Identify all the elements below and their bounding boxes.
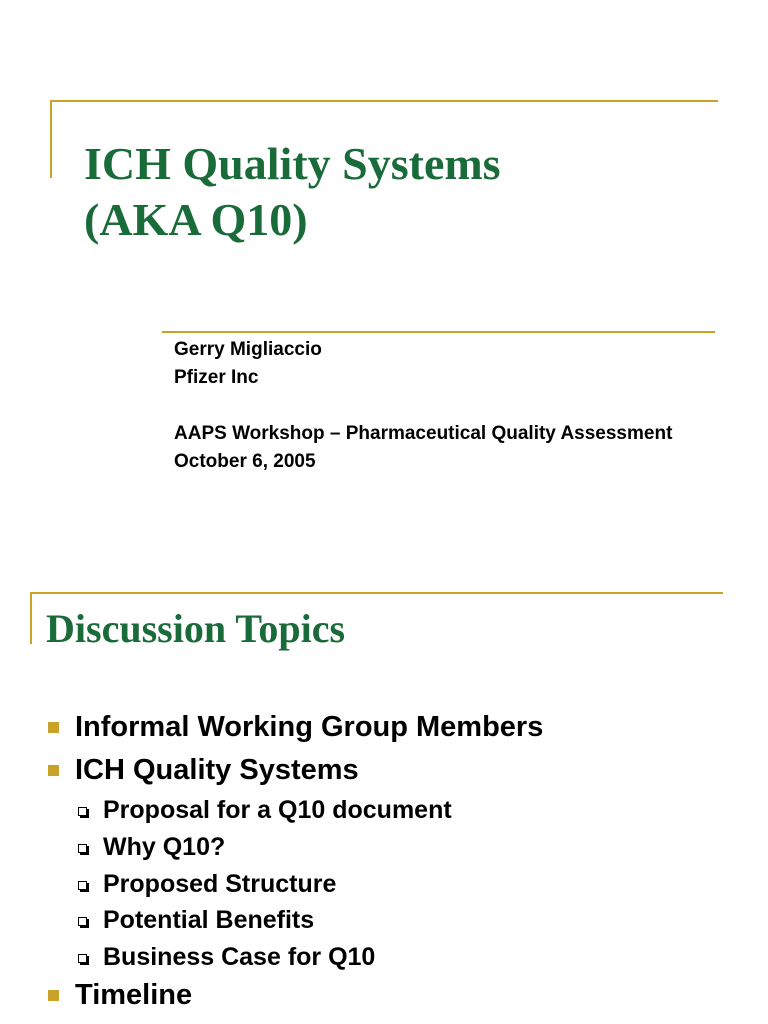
company-name: Pfizer Inc — [174, 367, 259, 388]
square-bullet-icon — [48, 722, 59, 733]
square-bullet-icon — [48, 990, 59, 1001]
presenter-info — [174, 336, 672, 476]
presenter-name: Gerry Migliaccio — [174, 339, 322, 360]
event-name: AAPS Workshop – Pharmaceutical Quality Assessment — [174, 423, 673, 444]
slide-title: Discussion Topics — [46, 606, 346, 651]
spacer — [174, 392, 672, 420]
left-rule — [50, 100, 52, 178]
top-rule — [50, 100, 718, 102]
checkbox-bullet-icon — [78, 954, 87, 963]
discussion-slide: Discussion Topics Informal Working Group Members ICH Quality Systems Proposal for a Q10 document Why Q10? Proposed Structure Potential Benefits Business Case for Q10 Timeline — [0, 560, 768, 1024]
square-bullet-icon — [48, 765, 59, 776]
checkbox-bullet-icon — [78, 844, 87, 853]
slide-title — [84, 136, 501, 248]
event-date: October 6, 2005 — [174, 451, 316, 472]
slide-title-line-2: (AKA Q10) — [84, 194, 308, 245]
checkbox-bullet-icon — [78, 917, 87, 926]
checkbox-bullet-icon — [78, 881, 87, 890]
slide-title-line-1: ICH Quality Systems — [84, 138, 501, 189]
checkbox-bullet-icon — [78, 807, 87, 816]
top-rule — [30, 592, 723, 594]
subtitle-rule — [162, 331, 715, 333]
left-rule — [30, 592, 32, 644]
